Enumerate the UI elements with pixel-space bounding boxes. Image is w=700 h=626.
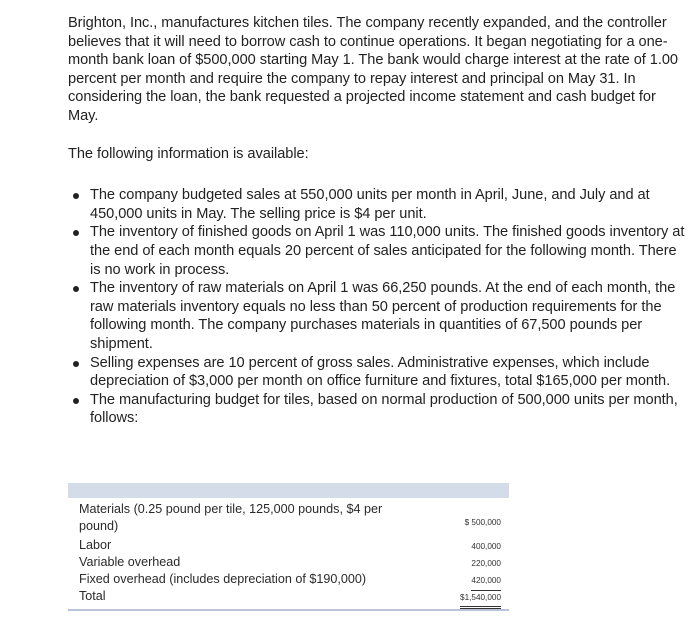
bullet-text: The company budgeted sales at 550,000 units per month in April, June, and July and at 450,000 units in May. The selling price is $4 per unit. (90, 187, 650, 222)
bullet-item (68, 279, 688, 353)
bullet-item (68, 391, 688, 428)
row-label: Total (79, 589, 106, 603)
bullet-item (68, 186, 688, 223)
bullet-dot-icon (73, 286, 79, 292)
table-row-total (68, 588, 509, 605)
row-amount: 220,000 (471, 559, 501, 568)
bullet-item (68, 354, 688, 391)
lead-in-text: The following information is available: (68, 145, 309, 162)
table-bottom-rule (68, 609, 509, 611)
bullet-item (68, 223, 688, 279)
problem-document (68, 14, 688, 428)
bullet-text: The manufacturing budget for tiles, based on normal production of 500,000 units per month, follows: (90, 391, 678, 427)
bullet-text: Selling expenses are 10 percent of gross sales. Administrative expenses, which include depreciation of $3,000 per month on office furniture and fixtures, total $165,000 per month. (90, 354, 671, 390)
table-header-bar (68, 483, 509, 498)
row-label: Fixed overhead (includes depreciation of $190,000) (79, 572, 367, 586)
bullet-text: The inventory of raw materials on April 1 was 66,250 pounds. At the end of each month, the raw materials inventory equals no less than 50 percent of production requirements for the following month. The company purchases materials in quantities of 67,500 pounds per shipment. (90, 280, 676, 352)
row-label: Materials (0.25 pound per tile, 125,000 pounds, $4 per pound) (79, 502, 383, 533)
row-amount: 400,000 (471, 542, 501, 551)
bullet-text: The inventory of finished goods on April 1 was 110,000 units. The finished goods inventory at the end of each month equals 20 percent of sales anticipated for the following month. There is no work in process. (90, 224, 685, 278)
table-row-labor (68, 537, 509, 554)
intro-paragraph: Brighton, Inc., manufactures kitchen tiles. The company recently expanded, and the controller believes that it will need to borrow cash to continue operations. It began negotiating for a one-month bank loan of $500,000 starting May 1. The bank would charge interest at the rate of 1.00 percent per month and require the company to repay interest and principal on May 31. In considering the loan, the bank requested a projected income statement and cash budget for May. (68, 15, 678, 124)
manufacturing-budget-table (68, 483, 509, 611)
bullet-dot-icon (73, 398, 79, 404)
table-row-fixed-overhead (68, 571, 509, 588)
table-row-variable-overhead (68, 554, 509, 571)
row-amount: $ 500,000 (464, 518, 501, 527)
row-amount: 420,000 (471, 572, 501, 591)
row-label: Labor (79, 538, 112, 552)
bullet-dot-icon (73, 230, 79, 236)
info-bullet-list (68, 186, 688, 428)
row-label: Variable overhead (79, 555, 181, 569)
bullet-dot-icon (73, 361, 79, 367)
row-amount: $1,540,000 (460, 589, 501, 609)
bullet-dot-icon (73, 193, 79, 199)
table-row-materials (68, 501, 509, 537)
